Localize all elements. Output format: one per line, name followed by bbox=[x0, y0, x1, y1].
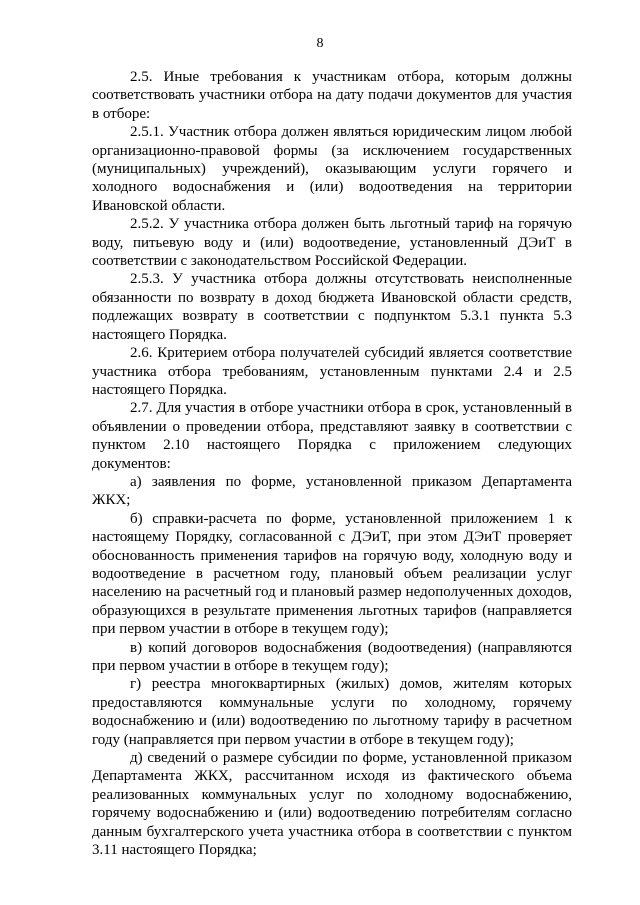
paragraph-2-7: 2.7. Для участия в отборе участники отбора в срок, установленный в объявлении о проведении отбора, представляют заявку в соответствии с пунктом 2.10 настоящего Порядка с приложением следующих документов: bbox=[92, 400, 572, 472]
list-item-g: г) реестра многоквартирных (жилых) домов, жителям которых предоставляются коммунальные услуги по холодному, горячему водоснабжению и (или) водоотведению по льготному тарифу в расчетном году (направляется при первом участии в отборе в текущем году); bbox=[92, 676, 572, 748]
paragraph-2-5: 2.5. Иные требования к участникам отбора, которым должны соответствовать участники отбора на дату подачи документов для участия в отборе: bbox=[92, 69, 572, 122]
list-item-d: д) сведений о размере субсидии по форме, установленной приказом Департамента ЖКХ, рассчитанном исходя из фактического объема реализованных коммунальных услуг по холодному водоснабжению, горячему водоснабжению и (или) водоотведению потребителям согласно данным бухгалтерского учета участника отбора в соответствии с пунктом 3.11 настоящего Порядка; bbox=[92, 750, 572, 859]
list-item-b: б) справки-расчета по форме, установленной приложением 1 к настоящему Порядку, согласованной с ДЭиТ, при этом ДЭиТ проверяет обоснованность применения тарифов на горячую воду, холодную воду и водоотведение в расчетном году, плановый объем реализации услуг населению на расчетный год и плановый размер недополученных доходов, образующихся в результате применения льготных тарифов (направляется при первом участии в отборе в текущем году); bbox=[92, 510, 572, 638]
list-item-v: в) копий договоров водоснабжения (водоотведения) (направляются при первом участии в отборе в текущем году); bbox=[92, 639, 572, 674]
paragraph-2-5-1: 2.5.1. Участник отбора должен являться юридическим лицом любой организационно-правовой формы (за исключением государственных (муниципальных) учреждений), оказывающим услуги горячего и холодного водоснабжения и (или) водоотведения на территории Ивановской области. bbox=[92, 124, 572, 214]
paragraph-2-5-3: 2.5.3. У участника отбора должны отсутствовать неисполненные обязанности по возврату в доход бюджета Ивановской области средств, подлежащих возврату в соответствии с подпунктом 5.3.1 пункта 5.3 настоящего Порядка. bbox=[92, 271, 572, 343]
paragraph-2-6: 2.6. Критерием отбора получателей субсидий является соответствие участника отбора требованиям, установленным пунктами 2.4 и 2.5 настоящего Порядка. bbox=[92, 345, 572, 398]
page-number: 8 bbox=[316, 36, 324, 51]
list-item-a: а) заявления по форме, установленной приказом Департамента ЖКХ; bbox=[92, 473, 572, 509]
paragraph-2-5-2: 2.5.2. У участника отбора должен быть льготный тариф на горячую воду, питьевую воду и (или) водоотведение, установленный ДЭиТ в соответствии с законодательством Российской Федерации. bbox=[92, 216, 572, 270]
document-body bbox=[92, 68, 572, 859]
